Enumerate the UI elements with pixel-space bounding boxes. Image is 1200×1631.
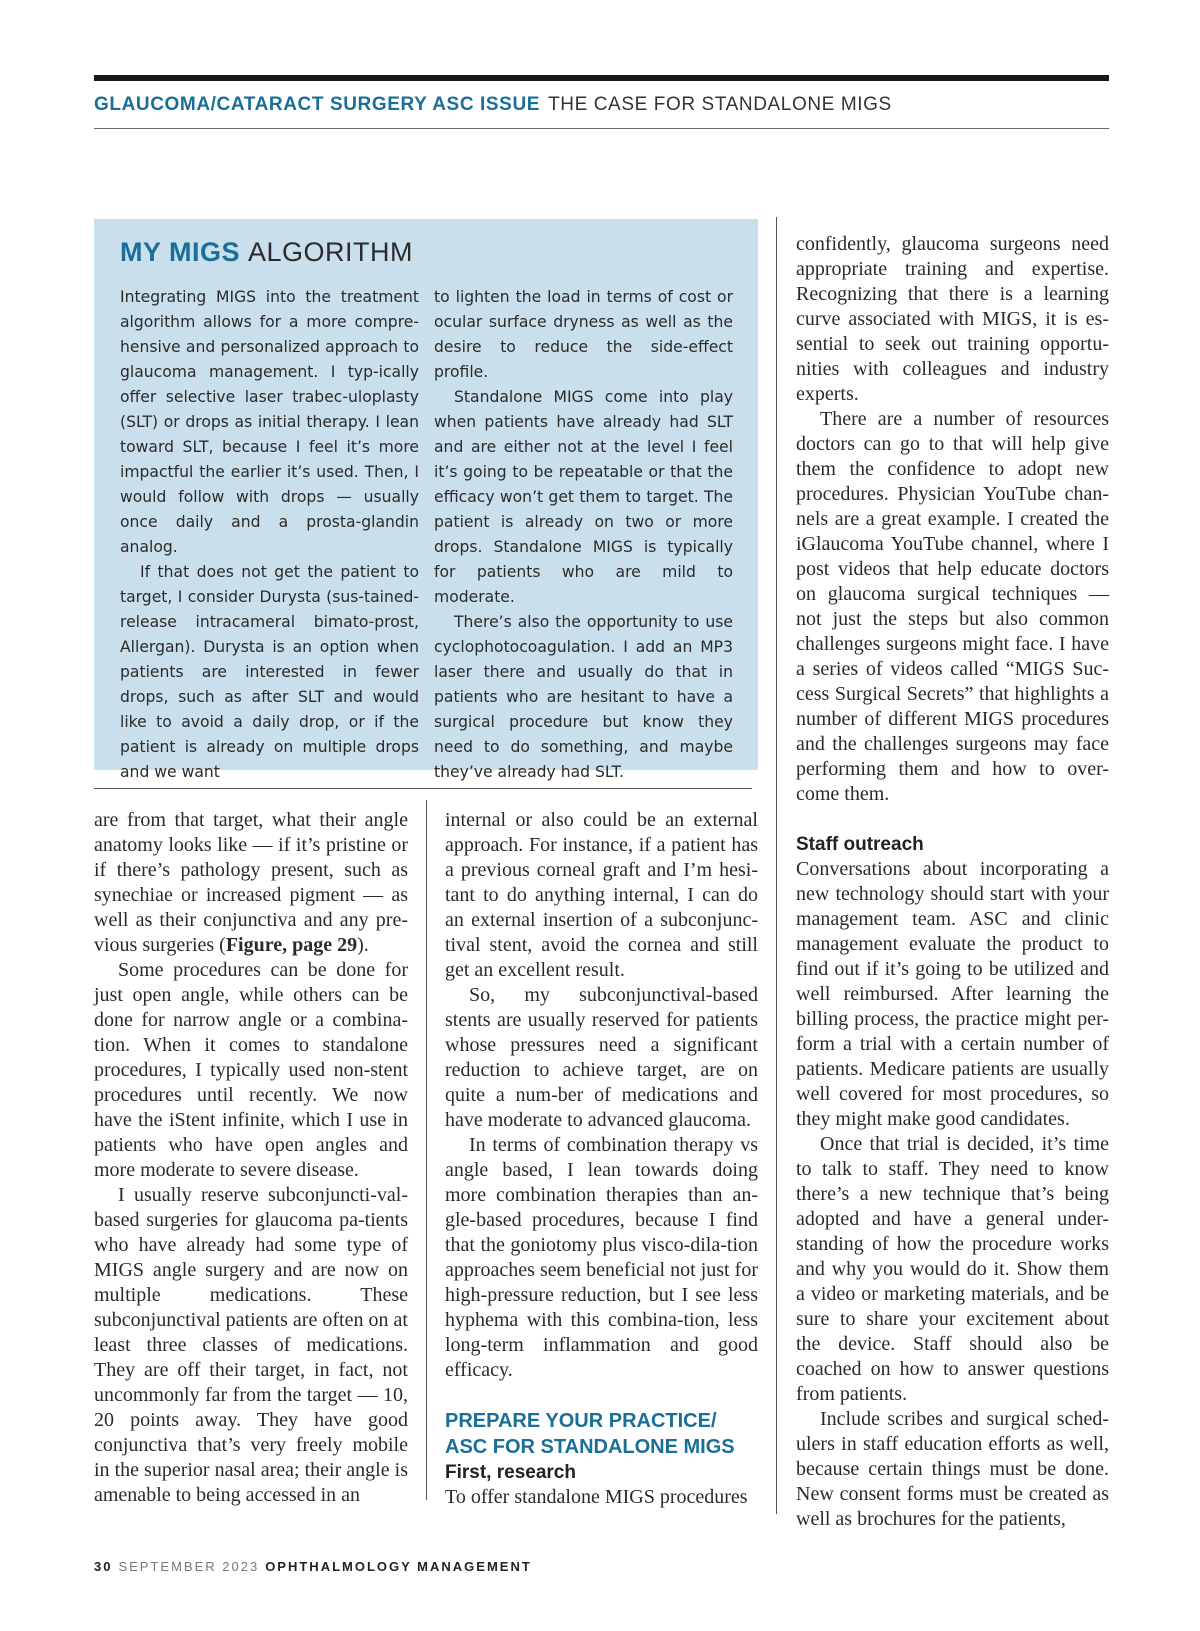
- body-paragraph: I usually reserve subconjuncti-val-based surgeries for glaucoma pa-tients who have already had some type of MIGS angle surgery and are now on multiple medications. These subconjunctival patients are often on at least three classes of medications. They are off their target, in fact, not uncommonly far from the target — 10, 20 points away. They have good conjunctiva that’s very freely mobile in the superior nasal area; their angle is amenable to being accessed in an: [94, 1184, 408, 1506]
- section-heading-line: ASC FOR STANDALONE MIGS: [445, 1436, 735, 1458]
- sidebar-title-bold: MY MIGS: [120, 237, 241, 267]
- body-paragraph: So, my subconjunctival-based stents are usually reserved for patients whose pressures need a significant reduction to achieve target, are on quite a num-ber of medications and have moderate to advanced glaucoma.: [445, 984, 758, 1131]
- column-divider-2: [776, 217, 777, 1514]
- body-paragraph: Conversations about incorporating a new technology should start with your management team. ASC and clinic management evaluate the product to find out if it’s going to be utilized and well reimbursed. After learning the billing process, the practice might per-form a trial with a certain number of patients. Medicare patients are usually well covered for most procedures, so they might make good candidates.: [796, 858, 1109, 1130]
- sidebar-paragraph: There’s also the opportunity to use cyclophotocoagulation. I add an MP3 laser there and usually do that in patients who are hesitant to have a surgical procedure but know they need to do something, and maybe they’ve already had SLT.: [434, 613, 733, 781]
- sidebar-paragraph: If that does not get the patient to target, I consider Durysta (sus-tained-release intracameral bimato-prost, Allergan). Durysta is an option when patients are interested in fewer drops, such as after SLT and would like to avoid a daily drop, or if the patient is already on multiple drops and we want: [120, 563, 419, 781]
- sidebar-bottom-rule: [94, 788, 752, 789]
- page-footer: [94, 1559, 532, 1574]
- issue-label: GLAUCOMA/CATARACT SURGERY ASC ISSUE: [94, 94, 541, 115]
- body-paragraph: There are a number of resources doctors can go to that will help give them the confidence to adopt new procedures. Physician YouTube chan-nels are a great example. I created the iGlaucoma YouTube channel, where I post videos that help educate doctors on glaucoma surgical techniques — not just the steps but also common challenges surgeons might face. I have a series of videos called “MIGS Suc-cess Surgical Secrets” that highlights a number of different MIGS procedures and the challenges surgeons may face performing them and how to over-come them.: [796, 408, 1109, 805]
- spacer: [445, 1383, 758, 1408]
- body-paragraph: Include scribes and surgical sched-ulers in staff education efforts as well, because certain things must be done. New consent forms must be created as well as brochures for the patients,: [796, 1408, 1109, 1530]
- page-number: 30: [94, 1559, 113, 1574]
- paragraph-text: ).: [357, 934, 369, 956]
- body-column-3: [796, 232, 1109, 1532]
- column-divider-1: [426, 800, 427, 1500]
- top-rule: [94, 75, 1109, 81]
- body-paragraph: To offer standalone MIGS procedures: [445, 1486, 748, 1508]
- subheading: Staff outreach: [796, 834, 924, 855]
- sidebar-title-rest: ALGORITHM: [248, 237, 414, 267]
- section-heading-line: PREPARE YOUR PRACTICE/: [445, 1410, 717, 1432]
- sidebar-column-right: [434, 285, 733, 785]
- sidebar-paragraph: to lighten the load in terms of cost or ocular surface dryness as well as the desire to reduce the side-effect profile.: [434, 288, 733, 381]
- sidebar-paragraph: Integrating MIGS into the treatment algorithm allows for a more compre-hensive and personalized approach to glaucoma management. I typ-ically offer selective laser trabec-uloplasty (SLT) or drops as initial therapy. I lean toward SLT, because I feel it’s more impactful the earlier it’s used. Then, I would follow with drops — usually once daily and a prosta-glandin analog.: [120, 288, 419, 556]
- article-topic: THE CASE FOR STANDALONE MIGS: [548, 94, 892, 115]
- figure-reference: Figure, page 29: [225, 934, 358, 956]
- body-paragraph: Some procedures can be done for just open angle, while others can be done for narrow angle or a combina-tion. When it comes to standalone procedures, I typically used non-stent procedures until recently. We now have the iStent infinite, which I use in patients who have open angles and more moderate to severe disease.: [94, 959, 408, 1181]
- body-paragraph: Once that trial is decided, it’s time to talk to staff. They need to know there’s a new technique that’s being adopted and have a general under-standing of how the procedure works and why you would do it. Show them a video or marketing materials, and be sure to share your excitement about the device. Staff should also be coached on how to answer questions from patients.: [796, 1133, 1109, 1405]
- sidebar-paragraph: Standalone MIGS come into play when patients have already had SLT and are either not at the level I feel it’s going to be repeatable or that the efficacy won’t get them to target. The patient is already on two or more drops. Standalone MIGS is typically for patients who are mild to moderate.: [434, 388, 733, 606]
- spacer: [796, 807, 1109, 832]
- body-paragraph: confidently, glaucoma surgeons need appropriate training and expertise. Recognizing that there is a learning curve associated with MIGS, it is es-sential to seek out training opportu-nities with colleagues and industry experts.: [796, 233, 1109, 405]
- sidebar-column-left: [120, 285, 419, 785]
- body-paragraph: [94, 808, 408, 958]
- magazine-name: OPHTHALMOLOGY MANAGEMENT: [265, 1559, 532, 1574]
- running-header: [94, 94, 1109, 116]
- body-column-2: [445, 808, 758, 1510]
- header-divider: [94, 128, 1109, 129]
- issue-date: SEPTEMBER 2023: [118, 1559, 260, 1574]
- sidebar-box: [94, 219, 758, 781]
- section-heading: [445, 1408, 758, 1460]
- body-paragraph: In terms of combination therapy vs angle based, I lean towards doing more combination therapies than an-gle-based procedures, because I find that the goniotomy plus visco-dila-tion approaches seem beneficial not just for high-pressure reduction, but I see less hyphema with this combina-tion, less long-term inflammation and good efficacy.: [445, 1134, 758, 1381]
- subheading: First, research: [445, 1462, 576, 1483]
- body-paragraph: internal or also could be an external approach. For instance, if a patient has a previous corneal graft and I’m hesi-tant to do anything internal, I can do an external insertion of a subconjunc-tival stent, avoid the cornea and still get an excellent result.: [445, 809, 758, 981]
- paragraph-text: are from that target, what their angle anatomy looks like — if it’s pristine or if there’s pathology present, such as synechiae or increased pigment — as well as their conjunctiva and any pre-vious surgeries (: [94, 809, 408, 956]
- body-column-1: [94, 808, 408, 1508]
- sidebar-title: [120, 237, 413, 268]
